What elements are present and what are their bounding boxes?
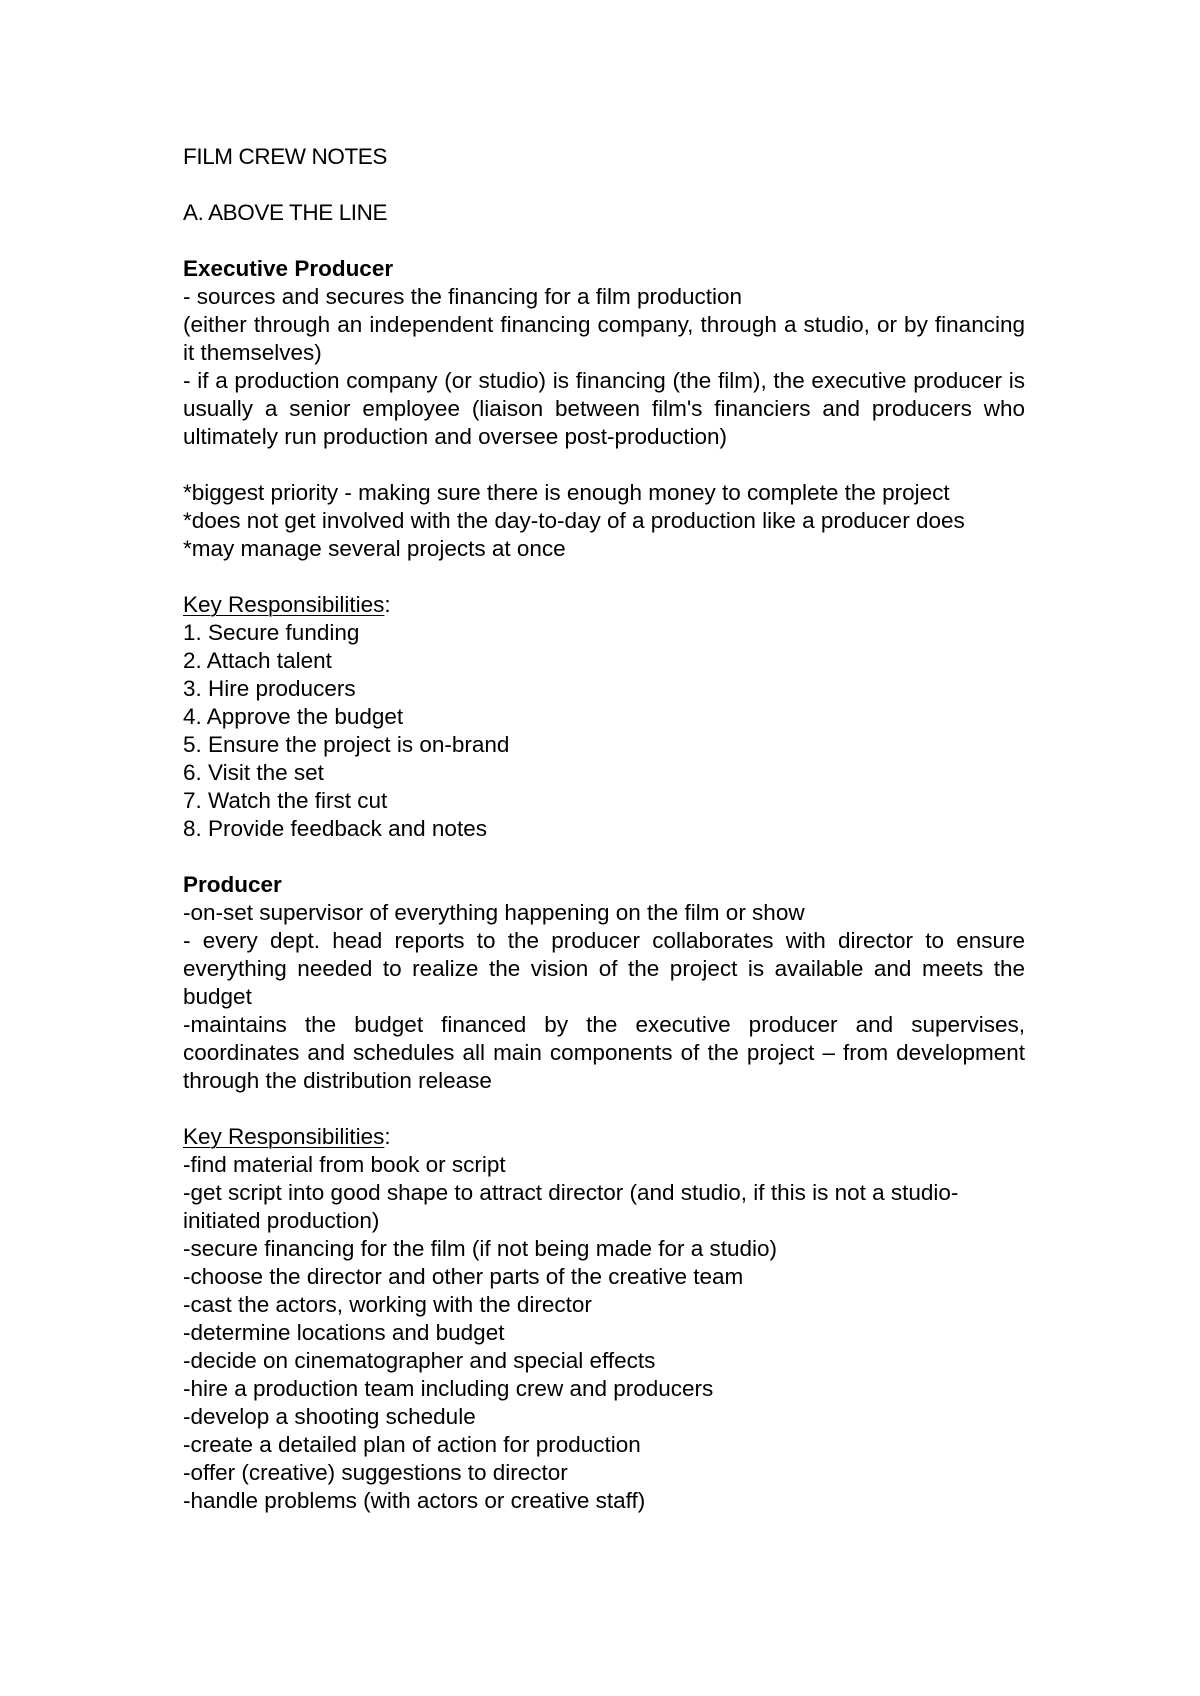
list-item: -find material from book or script (183, 1152, 506, 1177)
list-item: -offer (creative) suggestions to director (183, 1460, 568, 1485)
executive-producer-paragraph: - if a production company (or studio) is financing (the film), the executive producer is usually a senior employee (liaison between film's financiers and producers who ultimately run production and oversee post-production) (183, 368, 1025, 449)
producer-heading: Producer (183, 872, 282, 897)
list-item: 6. Visit the set (183, 760, 324, 785)
producer-responsibilities-heading (183, 1123, 1025, 1151)
section-title: A. ABOVE THE LINE (183, 200, 388, 225)
producer-section (183, 871, 1025, 1515)
document-title: FILM CREW NOTES (183, 144, 388, 169)
list-item: 1. Secure funding (183, 620, 360, 645)
executive-producer-section (183, 255, 1025, 843)
list-item: -hire a production team including crew and producers (183, 1376, 714, 1401)
list-item: -cast the actors, working with the director (183, 1292, 592, 1317)
executive-producer-note: *may manage several projects at once (183, 536, 566, 561)
executive-producer-note: *does not get involved with the day-to-day of a production like a producer does (183, 508, 965, 533)
producer-responsibilities-list (183, 1151, 1025, 1515)
list-item: 3. Hire producers (183, 676, 356, 701)
producer-paragraph: -maintains the budget financed by the executive producer and supervises, coordinates and schedules all main components of the project – from development through the distribution release (183, 1012, 1025, 1093)
executive-producer-responsibilities-list (183, 619, 1025, 843)
producer-paragraph: -on-set supervisor of everything happening on the film or show (183, 900, 805, 925)
responsibilities-colon: : (384, 1124, 391, 1149)
list-item: 7. Watch the first cut (183, 788, 388, 813)
executive-producer-responsibilities-heading (183, 591, 1025, 619)
executive-producer-paragraph: - sources and secures the financing for a film production (183, 284, 743, 309)
executive-producer-note: *biggest priority - making sure there is enough money to complete the project (183, 480, 950, 505)
list-item: -choose the director and other parts of the creative team (183, 1264, 744, 1289)
document-page (183, 143, 1025, 1515)
list-item: 4. Approve the budget (183, 704, 404, 729)
executive-producer-heading: Executive Producer (183, 256, 394, 281)
list-item: -get script into good shape to attract director (and studio, if this is not a studio-initiated production) (183, 1180, 959, 1233)
responsibilities-label: Key Responsibilities (183, 1124, 385, 1149)
list-item: -develop a shooting schedule (183, 1404, 476, 1429)
list-item: -create a detailed plan of action for production (183, 1432, 641, 1457)
list-item: -decide on cinematographer and special effects (183, 1348, 656, 1373)
list-item: 5. Ensure the project is on-brand (183, 732, 510, 757)
producer-paragraph: - every dept. head reports to the producer collaborates with director to ensure everything needed to realize the vision of the project is available and meets the budget (183, 928, 1025, 1009)
list-item: -secure financing for the film (if not being made for a studio) (183, 1236, 778, 1261)
list-item: 2. Attach talent (183, 648, 332, 673)
executive-producer-paragraph: (either through an independent financing company, through a studio, or by financing it themselves) (183, 312, 1025, 365)
list-item: -handle problems (with actors or creative staff) (183, 1488, 646, 1513)
responsibilities-label: Key Responsibilities (183, 592, 385, 617)
responsibilities-colon: : (384, 592, 391, 617)
list-item: -determine locations and budget (183, 1320, 505, 1345)
list-item: 8. Provide feedback and notes (183, 816, 487, 841)
